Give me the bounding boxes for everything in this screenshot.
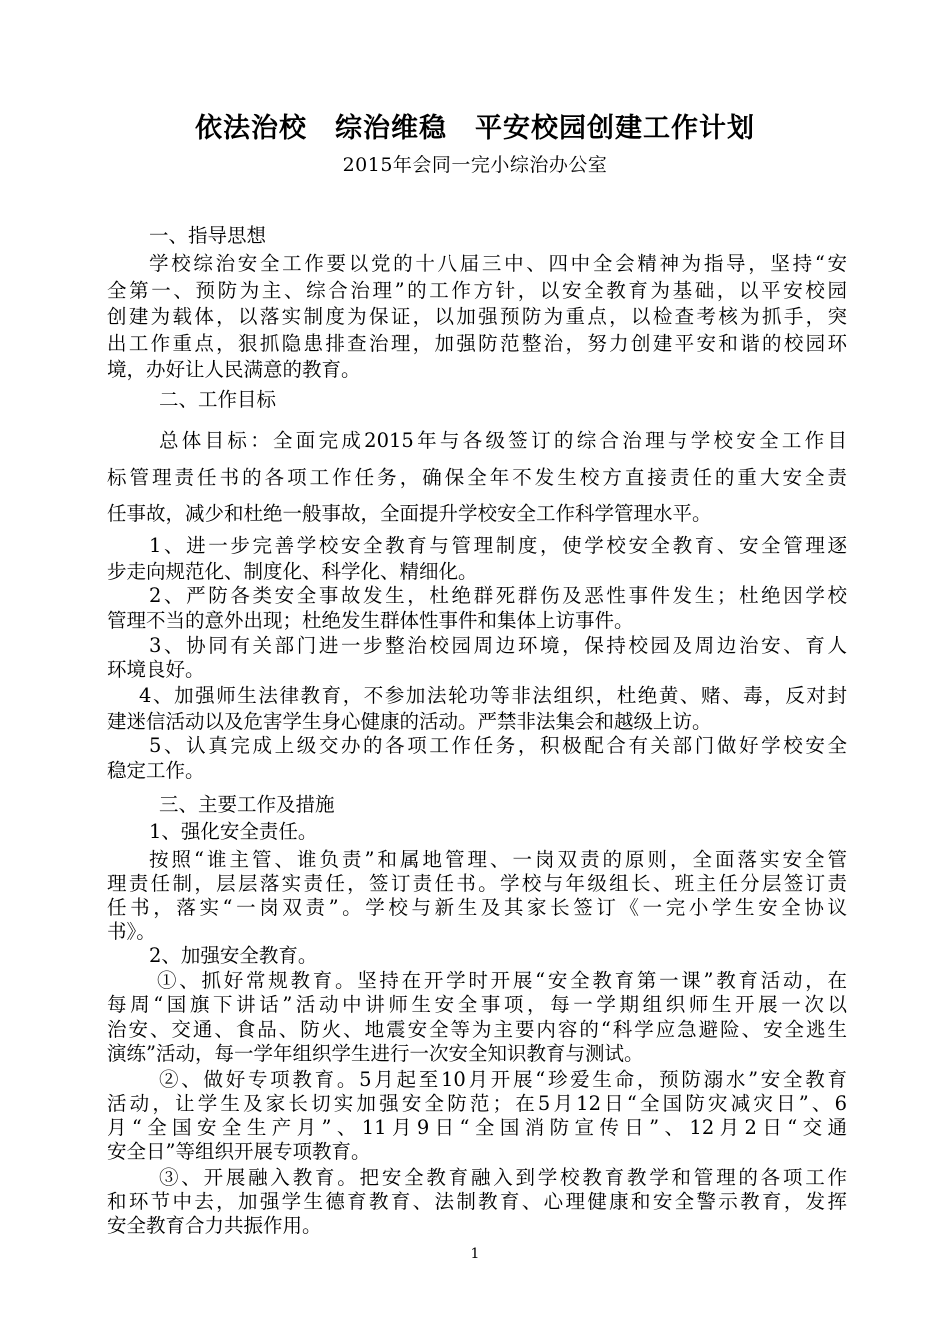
paragraph-line: 安全日”等组织开展专项教育。 bbox=[107, 1140, 371, 1163]
paragraph-line: 活动，让学生及家长切实加强安全防范；在5月12日“全国防灾减灾日”、6 bbox=[107, 1092, 847, 1115]
paragraph-line: 总体目标：全面完成2015年与各级签订的综合治理与学校安全工作目 bbox=[159, 429, 847, 452]
paragraph-line: 出工作重点，狠抓隐患排查治理，加强防范整治，努力创建平安和谐的校园环 bbox=[107, 332, 847, 355]
paragraph-line: 4、加强师生法律教育，不参加法轮功等非法组织，杜绝黄、赌、毒，反对封 bbox=[139, 684, 847, 707]
page-number: 1 bbox=[470, 1246, 480, 1262]
paragraph-line: 全第一、预防为主、综合治理”的工作方针，以安全教育为基础，以平安校园 bbox=[107, 279, 847, 302]
paragraph-line: 2、加强安全教育。 bbox=[149, 944, 318, 967]
paragraph-line: ②、做好专项教育。5月起至10月开展“珍爱生命，预防溺水”安全教育 bbox=[159, 1068, 847, 1091]
paragraph-line: 任书，落实“一岗双责”。学校与新生及其家长签订《一完小学生安全协议 bbox=[107, 896, 847, 919]
paragraph-line: 任事故，减少和杜绝一般事故，全面提升学校安全工作科学管理水平。 bbox=[107, 502, 712, 525]
paragraph-line: 安全教育合力共振作用。 bbox=[107, 1214, 322, 1237]
paragraph-line: 治安、交通、食品、防火、地震安全等为主要内容的“科学应急避险、安全逃生 bbox=[107, 1018, 847, 1041]
paragraph-line: 学校综治安全工作要以党的十八届三中、四中全会精神为指导，坚持“安 bbox=[149, 252, 847, 275]
paragraph-line: 书》。 bbox=[107, 920, 156, 943]
paragraph-line: 稳定工作。 bbox=[107, 759, 205, 782]
paragraph-line: ③、开展融入教育。把安全教育融入到学校教育教学和管理的各项工作 bbox=[159, 1166, 847, 1189]
paragraph-line: 三、主要工作及措施 bbox=[159, 793, 335, 816]
paragraph-line: 1、进一步完善学校安全教育与管理制度，使学校安全教育、安全管理逐 bbox=[149, 534, 847, 557]
document-title: 依法治校 综治维稳 平安校园创建工作计划 bbox=[195, 113, 755, 144]
paragraph-line: 2、严防各类安全事故发生，杜绝群死群伤及恶性事件发生；杜绝因学校 bbox=[149, 584, 847, 607]
document-subtitle: 2015年会同一完小综治办公室 bbox=[342, 154, 608, 176]
paragraph-line: 每周“国旗下讲话”活动中讲师生安全事项，每一学期组织师生开展一次以 bbox=[107, 993, 847, 1016]
paragraph-line: 管理不当的意外出现；杜绝发生群体性事件和集体上访事件。 bbox=[107, 609, 634, 632]
paragraph-line: 按照“谁主管、谁负责”和属地管理、一岗双责的原则，全面落实安全管 bbox=[149, 848, 847, 871]
paragraph-line: 理责任制，层层落实责任，签订责任书。学校与年级组长、班主任分层签订责 bbox=[107, 872, 847, 895]
paragraph-line: 环境良好。 bbox=[107, 658, 205, 681]
paragraph-line: 演练”活动，每一学年组织学生进行一次安全知识教育与测试。 bbox=[107, 1042, 644, 1065]
paragraph-line: 一、指导思想 bbox=[149, 224, 267, 247]
paragraph-line: 5、认真完成上级交办的各项工作任务，积极配合有关部门做好学校安全 bbox=[149, 734, 847, 757]
paragraph-line: 和环节中去，加强学生德育教育、法制教育、心理健康和安全警示教育，发挥 bbox=[107, 1190, 847, 1213]
paragraph-line: 1、强化安全责任。 bbox=[149, 820, 318, 843]
paragraph-line: 3、协同有关部门进一步整治校园周边环境，保持校园及周边治安、育人 bbox=[149, 634, 847, 657]
paragraph-line: 月“全国安全生产月”、11月9日“全国消防宣传日”、12月2日“交通 bbox=[107, 1116, 847, 1139]
paragraph-line: 步走向规范化、制度化、科学化、精细化。 bbox=[107, 560, 478, 583]
paragraph-line: ①、抓好常规教育。坚持在开学时开展“安全教育第一课”教育活动，在 bbox=[157, 969, 847, 992]
paragraph-line: 境，办好让人民满意的教育。 bbox=[107, 358, 361, 381]
paragraph-line: 建迷信活动以及危害学生身心健康的活动。严禁非法集会和越级上访。 bbox=[107, 710, 712, 733]
paragraph-line: 二、工作目标 bbox=[159, 388, 277, 411]
paragraph-line: 创建为载体，以落实制度为保证，以加强预防为重点，以检查考核为抓手，突 bbox=[107, 305, 847, 328]
paragraph-line: 标管理责任书的各项工作任务，确保全年不发生校方直接责任的重大安全责 bbox=[107, 466, 847, 489]
